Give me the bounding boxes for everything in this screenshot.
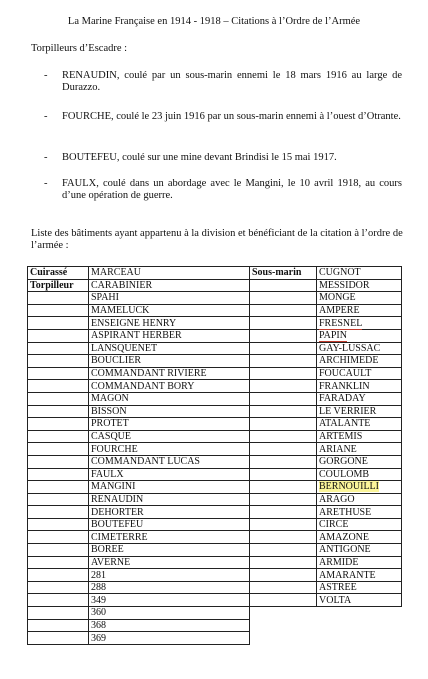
ship-type-cell (28, 418, 89, 431)
ship-type-cell (250, 279, 317, 292)
ship-name-cell: 360 (89, 607, 250, 620)
ship-name-cell: BOUCLIER (89, 355, 250, 368)
list-intro: Liste des bâtiments ayant appartenu à la division et bénéficiant de la citation à l’ordre de l’armée : (31, 228, 403, 251)
ship-name-cell: LANSQUENET (89, 342, 250, 355)
table-row (28, 418, 402, 431)
ship-type-cell (28, 355, 89, 368)
ship-type-cell (28, 367, 89, 380)
ship-type-cell (250, 317, 317, 330)
ship-name-cell: ARTEMIS (317, 430, 402, 443)
ship-type-cell: Cuirassé (28, 267, 89, 280)
ship-type-cell (28, 632, 89, 645)
ship-type-cell (250, 430, 317, 443)
ship-type-cell (250, 556, 317, 569)
ship-name-cell: GAY-LUSSAC (317, 342, 402, 355)
ship-type-cell (250, 581, 317, 594)
ship-type-cell (28, 317, 89, 330)
list-item (44, 152, 402, 164)
ship-name-cell: CUGNOT (317, 267, 402, 280)
table-row (28, 355, 402, 368)
ship-type-cell (250, 569, 317, 582)
ship-name-cell: AVERNE (89, 556, 250, 569)
ship-type-cell (28, 405, 89, 418)
ship-type-cell (250, 342, 317, 355)
table-row (28, 607, 402, 620)
table-row (28, 292, 402, 305)
ship-type-cell (250, 455, 317, 468)
ship-type-cell (28, 443, 89, 456)
ship-type-cell (250, 418, 317, 431)
ship-name-cell: COMMANDANT BORY (89, 380, 250, 393)
ship-name-cell: AMAZONE (317, 531, 402, 544)
ship-name-cell: FOUCAULT (317, 367, 402, 380)
table-row (28, 531, 402, 544)
ship-name-cell: 288 (89, 581, 250, 594)
table-row (28, 506, 402, 519)
list-item (44, 111, 402, 123)
ship-name-cell (317, 481, 402, 494)
ship-type-cell (250, 304, 317, 317)
ship-name-cell: 369 (89, 632, 250, 645)
table-row (28, 443, 402, 456)
ship-name-cell: ASTREE (317, 581, 402, 594)
list-dash: - (44, 178, 48, 189)
ship-name-cell: COMMANDANT LUCAS (89, 455, 250, 468)
table-row (28, 481, 402, 494)
ship-name-cell: MANGINI (89, 481, 250, 494)
ship-name-cell: MONGE (317, 292, 402, 305)
table-row (28, 329, 402, 342)
ship-name-cell: 349 (89, 594, 250, 607)
ship-type-cell (28, 544, 89, 557)
ship-type-cell (28, 506, 89, 519)
ship-name-cell: BISSON (89, 405, 250, 418)
table-row (28, 569, 402, 582)
ship-type-cell (28, 304, 89, 317)
ship-type-cell (250, 594, 317, 607)
ship-type-cell (28, 292, 89, 305)
ship-type-cell (28, 455, 89, 468)
table-row (28, 518, 402, 531)
table-row (28, 430, 402, 443)
ship-type-cell (250, 544, 317, 557)
list-item-text: FAULX, coulé dans un abordage avec le Mangini, le 10 avril 1918, au cours d’une opération de guerre. (62, 178, 402, 201)
underlined-name: PAPIN (319, 330, 347, 342)
list-item (44, 178, 402, 202)
table-row (28, 317, 402, 330)
ship-name-cell: FRANKLIN (317, 380, 402, 393)
ship-name-cell: FOURCHE (89, 443, 250, 456)
ship-name-cell: AMPERE (317, 304, 402, 317)
ship-name-cell: ARIANE (317, 443, 402, 456)
list-dash: - (44, 152, 48, 163)
ship-name-cell: SPAHI (89, 292, 250, 305)
ship-name-cell: RENAUDIN (89, 493, 250, 506)
ships-table-body (28, 267, 402, 645)
ship-type-cell (28, 392, 89, 405)
empty-cell (250, 619, 402, 632)
ship-name-cell: MARCEAU (89, 267, 250, 280)
ship-name-cell: MESSIDOR (317, 279, 402, 292)
ship-type-cell (28, 380, 89, 393)
ship-type-cell (28, 481, 89, 494)
ship-name-cell: 281 (89, 569, 250, 582)
ship-type-cell (28, 594, 89, 607)
ship-type-cell (28, 607, 89, 620)
ship-name-cell: MAMELUCK (89, 304, 250, 317)
ship-type-cell (250, 367, 317, 380)
table-row (28, 493, 402, 506)
ship-name-cell: CIMETERRE (89, 531, 250, 544)
ship-type-cell (250, 443, 317, 456)
highlighted-name: BERNOUILLI (319, 481, 379, 493)
ship-type-cell (28, 531, 89, 544)
table-row (28, 367, 402, 380)
ship-type-cell (28, 342, 89, 355)
ship-type-cell (28, 569, 89, 582)
ship-name-cell: GORGONE (317, 455, 402, 468)
ship-type-cell (250, 380, 317, 393)
ship-name-cell: BOREE (89, 544, 250, 557)
table-row (28, 544, 402, 557)
ship-name-cell: ASPIRANT HERBER (89, 329, 250, 342)
ship-name-cell: CIRCE (317, 518, 402, 531)
ship-name-cell: ARMIDE (317, 556, 402, 569)
ship-name-cell: CARABINIER (89, 279, 250, 292)
ship-name-cell: ARAGO (317, 493, 402, 506)
table-row (28, 619, 402, 632)
table-row (28, 556, 402, 569)
ship-name-cell: ARCHIMEDE (317, 355, 402, 368)
table-row (28, 455, 402, 468)
list-dash: - (44, 70, 48, 81)
ship-name-cell: ENSEIGNE HENRY (89, 317, 250, 330)
ship-type-cell (28, 619, 89, 632)
underlined-name: FRESNEL (319, 317, 363, 329)
ship-type-cell (250, 518, 317, 531)
ship-type-cell (28, 581, 89, 594)
ship-name-cell: PROTET (89, 418, 250, 431)
list-dash: - (44, 111, 48, 122)
table-row (28, 267, 402, 280)
table-row (28, 632, 402, 645)
ship-name-cell: FAULX (89, 468, 250, 481)
table-row (28, 594, 402, 607)
ship-type-cell (250, 292, 317, 305)
ship-type-cell (250, 468, 317, 481)
ship-type-cell (250, 392, 317, 405)
ship-type-cell (28, 518, 89, 531)
ship-name-cell: COULOMB (317, 468, 402, 481)
ship-type-cell (28, 556, 89, 569)
ship-name-cell (317, 329, 402, 342)
ship-type-cell (250, 506, 317, 519)
list-item-text: RENAUDIN, coulé par un sous-marin ennemi le 18 mars 1916 au large de Durazzo. (62, 70, 402, 93)
document-title: La Marine Française en 1914 - 1918 – Citations à l’Ordre de l’Armée (67, 16, 361, 27)
table-row (28, 581, 402, 594)
ship-name-cell: AMARANTE (317, 569, 402, 582)
ship-type-cell (28, 430, 89, 443)
ship-type-cell (250, 329, 317, 342)
ship-name-cell: ATALANTE (317, 418, 402, 431)
list-item (44, 70, 402, 94)
list-item-text: FOURCHE, coulé le 23 juin 1916 par un sous-marin ennemi à l’ouest d’Otrante. (62, 111, 401, 122)
ship-type-cell (250, 355, 317, 368)
ship-name-cell: ARETHUSE (317, 506, 402, 519)
ship-name-cell: VOLTA (317, 594, 402, 607)
ship-name-cell: DEHORTER (89, 506, 250, 519)
ship-name-cell: 368 (89, 619, 250, 632)
table-row (28, 392, 402, 405)
ship-name-cell: BOUTEFEU (89, 518, 250, 531)
empty-cell (250, 632, 402, 645)
ship-name-cell (317, 317, 402, 330)
table-row (28, 342, 402, 355)
list-item-text: BOUTEFEU, coulé sur une mine devant Brindisi le 15 mai 1917. (62, 152, 337, 163)
ship-type-cell (250, 493, 317, 506)
table-row (28, 405, 402, 418)
ship-name-cell: MAGON (89, 392, 250, 405)
section-heading: Torpilleurs d’Escadre : (31, 43, 128, 54)
ship-type-cell (250, 405, 317, 418)
ship-type-cell (250, 531, 317, 544)
ship-name-cell: CASQUE (89, 430, 250, 443)
ship-name-cell: FARADAY (317, 392, 402, 405)
table-row (28, 279, 402, 292)
ship-type-cell: Sous-marin (250, 267, 317, 280)
ship-type-cell (28, 468, 89, 481)
ship-type-cell (250, 481, 317, 494)
ship-name-cell: LE VERRIER (317, 405, 402, 418)
ship-type-cell (28, 493, 89, 506)
table-row (28, 380, 402, 393)
ship-name-cell: COMMANDANT RIVIERE (89, 367, 250, 380)
ship-type-cell: Torpilleur (28, 279, 89, 292)
ship-type-cell (28, 329, 89, 342)
empty-cell (250, 607, 402, 620)
ship-name-cell: ANTIGONE (317, 544, 402, 557)
table-row (28, 304, 402, 317)
table-row (28, 468, 402, 481)
ships-table (27, 266, 402, 645)
